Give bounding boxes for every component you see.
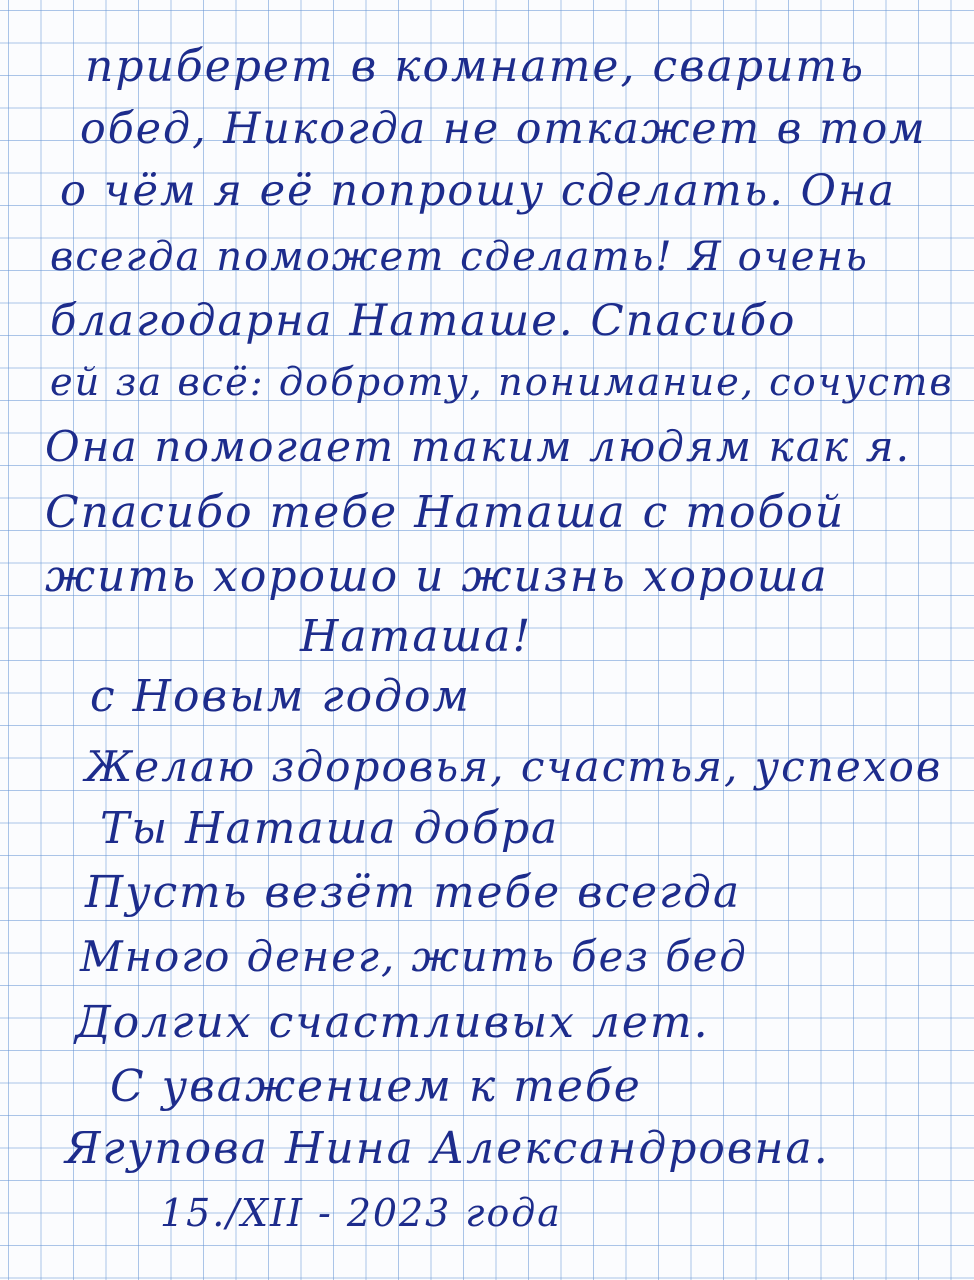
- letter-line: всегда поможет сделать! Я очень: [50, 234, 869, 280]
- letter-line: Спасибо тебе Наташа с тобой: [45, 487, 846, 538]
- letter-line: с Новым годом: [90, 671, 471, 722]
- letter-date: 15./XII - 2023 года: [160, 1191, 562, 1235]
- letter-line: приберет в комнате, сварить: [85, 41, 866, 92]
- letter-line: Желаю здоровья, счастья, успехов: [85, 742, 943, 791]
- letter-line: обед, Никогда не откажет в том: [80, 104, 927, 154]
- letter-line: жить хорошо и жизнь хороша: [45, 551, 829, 602]
- letter-closing: С уважением к тебе: [110, 1061, 642, 1112]
- letter-line: Пусть везёт тебе всегда: [85, 867, 742, 918]
- letter-line: Долгих счастливых лет.: [75, 997, 710, 1048]
- letter-line: Она помогает таким людям как я.: [45, 422, 912, 471]
- letter-heading: Наташа!: [300, 611, 533, 662]
- letter-line: ей за всё: доброту, понимание, сочуств: [50, 360, 954, 405]
- letter-line: Много денег, жить без бед: [80, 932, 748, 981]
- signature-name: Ягупова Нина Александровна.: [65, 1123, 830, 1174]
- letter-line: благодарна Наташе. Спасибо: [50, 296, 797, 346]
- letter-line: Ты Наташа добра: [100, 803, 560, 854]
- letter-line: о чём я её попрошу сделать. Она: [60, 166, 897, 216]
